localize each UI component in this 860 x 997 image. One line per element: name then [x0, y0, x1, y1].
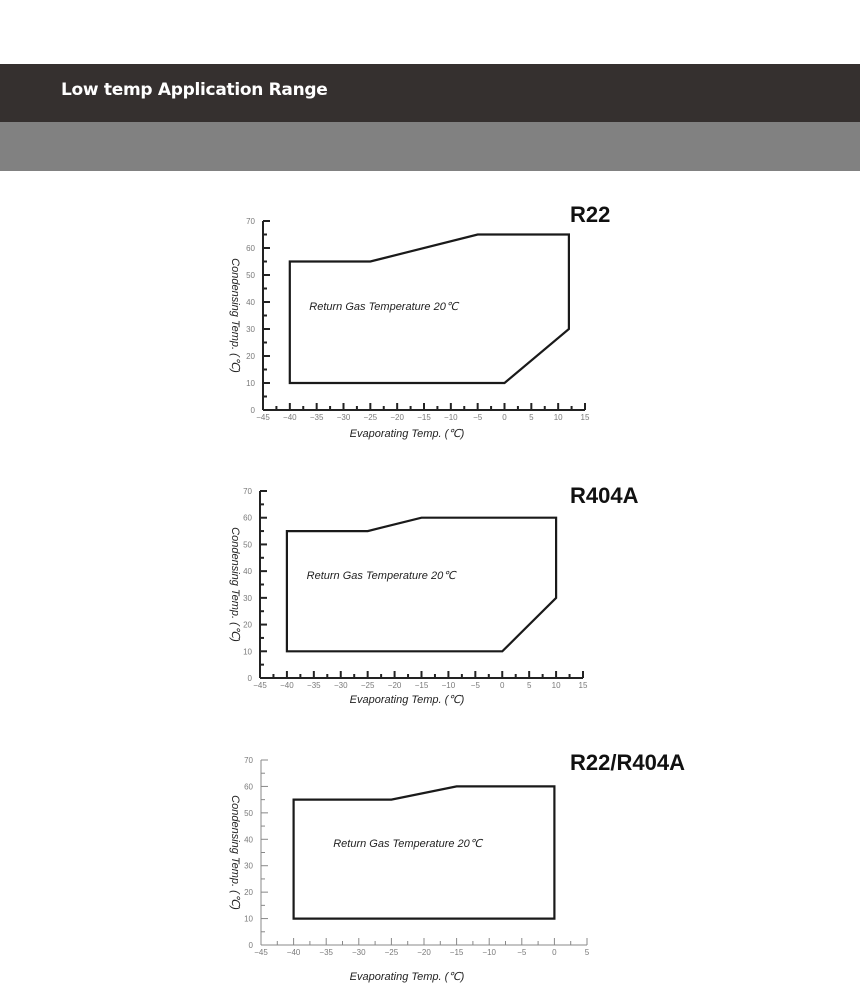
- x-tick-label: −10: [441, 681, 456, 690]
- x-tick-label: −30: [336, 413, 351, 422]
- y-axis-title: Condensing Temp. (℃): [229, 258, 241, 373]
- y-tick-label: 10: [244, 914, 253, 924]
- x-tick-label: −25: [360, 681, 375, 690]
- x-tick-label: −15: [414, 681, 429, 690]
- x-tick-label: −45: [254, 948, 268, 957]
- x-tick-label: −30: [333, 681, 348, 690]
- refrigerant-label: R22/R404A: [570, 750, 685, 775]
- chart-svg: [0, 200, 860, 455]
- x-axis-title: Evaporating Temp. (℃): [349, 971, 465, 983]
- y-axis-title: Condensing Temp. (℃): [229, 795, 241, 910]
- x-tick-label: −30: [352, 948, 366, 957]
- x-tick-label: 0: [502, 413, 507, 422]
- x-tick-label: −20: [387, 681, 402, 690]
- x-tick-label: −10: [444, 413, 458, 422]
- refrigerant-label: R22: [570, 202, 611, 227]
- y-tick-label: 70: [244, 756, 253, 765]
- y-tick-label: 50: [244, 808, 253, 818]
- y-tick-label: 10: [243, 647, 252, 657]
- x-tick-label: −20: [390, 413, 404, 422]
- x-tick-label: −15: [449, 948, 464, 957]
- application-envelope: [294, 786, 555, 918]
- x-tick-label: −5: [517, 948, 527, 957]
- y-tick-label: 20: [246, 352, 255, 361]
- y-tick-label: 60: [246, 244, 255, 253]
- x-tick-label: 15: [578, 681, 588, 690]
- x-tick-label: 5: [526, 681, 532, 690]
- annotation-text: Return Gas Temperature 20℃: [306, 570, 456, 583]
- y-tick-label: 40: [243, 567, 252, 577]
- x-tick-label: −25: [384, 948, 399, 957]
- x-tick-label: −35: [307, 681, 321, 690]
- y-tick-label: 30: [246, 325, 255, 334]
- x-tick-label: −40: [280, 681, 294, 690]
- y-tick-label: 60: [243, 513, 252, 523]
- x-tick-label: 5: [584, 948, 590, 957]
- x-tick-label: −35: [309, 413, 324, 422]
- annotation-text: Return Gas Temperature 20℃: [309, 301, 459, 314]
- x-axis-title: Evaporating Temp. (℃): [349, 694, 465, 706]
- y-tick-label: 30: [244, 861, 253, 871]
- y-tick-label: 50: [243, 540, 252, 550]
- chart-r404a: [0, 478, 860, 718]
- y-tick-label: 70: [246, 217, 255, 226]
- y-tick-label: 30: [243, 593, 252, 603]
- y-tick-label: 10: [246, 379, 255, 388]
- y-tick-label: 60: [244, 782, 253, 792]
- chart-svg: [0, 478, 860, 718]
- x-tick-label: −45: [256, 413, 270, 422]
- page-title: Low temp Application Range: [61, 80, 328, 100]
- y-tick-label: 0: [250, 406, 255, 415]
- y-tick-label: 70: [243, 487, 252, 496]
- x-tick-label: −15: [417, 413, 431, 422]
- x-tick-label: −45: [253, 681, 267, 690]
- x-tick-label: −25: [363, 413, 378, 422]
- x-axis-title: Evaporating Temp. (℃): [349, 428, 465, 440]
- refrigerant-label: R404A: [570, 483, 639, 508]
- y-tick-label: 0: [248, 941, 253, 950]
- x-tick-label: −35: [319, 948, 333, 957]
- application-envelope: [287, 518, 556, 652]
- x-tick-label: −40: [286, 948, 301, 957]
- x-tick-label: 5: [529, 413, 534, 422]
- y-tick-label: 50: [246, 271, 255, 280]
- gray-band: [0, 122, 860, 171]
- chart-r22-r404a: [0, 748, 860, 993]
- x-tick-label: −5: [470, 681, 480, 690]
- x-tick-label: 10: [551, 681, 561, 690]
- y-tick-label: 20: [243, 620, 252, 630]
- x-tick-label: 15: [580, 413, 590, 422]
- y-axis-title: Condensing Temp. (℃): [229, 527, 241, 642]
- x-tick-label: −10: [482, 948, 496, 957]
- x-tick-label: 10: [553, 413, 563, 422]
- chart-r22: [0, 200, 860, 455]
- y-tick-label: 0: [247, 674, 252, 683]
- annotation-text: Return Gas Temperature 20℃: [333, 838, 483, 851]
- y-tick-label: 40: [244, 835, 253, 845]
- y-tick-label: 20: [244, 888, 253, 898]
- x-tick-label: −20: [417, 948, 431, 957]
- x-tick-label: −40: [283, 413, 297, 422]
- chart-svg: [0, 748, 860, 993]
- x-tick-label: −5: [473, 413, 483, 422]
- y-tick-label: 40: [246, 298, 255, 307]
- x-tick-label: 0: [500, 681, 505, 690]
- x-tick-label: 0: [552, 948, 557, 957]
